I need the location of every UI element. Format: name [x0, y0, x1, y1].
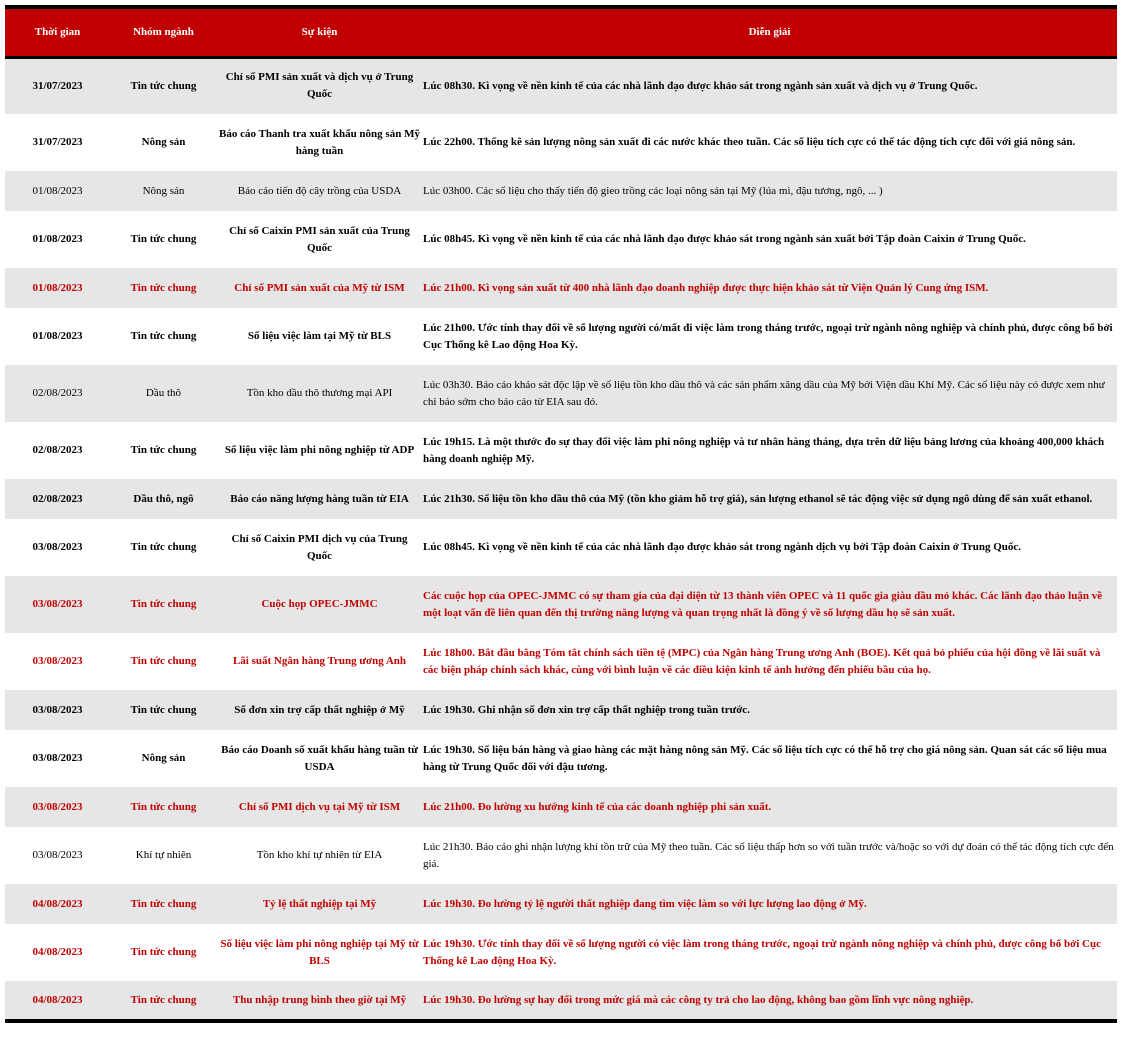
row-event: Tồn kho khí tự nhiên từ EIA: [256, 849, 383, 861]
table-row: [5, 730, 1117, 787]
row-description: Lúc 19h15. Là một thước đo sự thay đổi việc làm phi nông nghiệp và tư nhân hàng tháng, dựa trên dữ liệu bảng lương của khoảng 400,000 khách hàng doanh nghiệp Mỹ.: [423, 435, 1105, 465]
row-time: 01/08/2023: [32, 233, 83, 245]
row-description: Lúc 21h30. Số liệu tồn kho dầu thô của Mỹ (tồn kho giảm hỗ trợ giá), sản lượng ethanol sẽ tác động việc sử dụng ngô dùng để sản xuất ethanol.: [423, 492, 1093, 505]
table-row: [5, 884, 1117, 924]
table-row: [5, 633, 1117, 690]
row-description: Lúc 03h30. Báo cáo khảo sát độc lập về số liệu tồn kho dầu thô và các sản phẩm xăng dầu của Mỹ bởi Viện dầu Khí Mỹ. Các số liệu này có được xem như chỉ báo sớm cho báo cáo từ EIA sau đó.: [423, 378, 1105, 408]
header-group: Nhóm ngành: [133, 26, 194, 39]
row-event: Chỉ số Caixin PMI dịch vụ của Trung Quốc: [231, 532, 408, 562]
row-description: Lúc 21h00. Kì vọng sản xuất từ 400 nhà lãnh đạo doanh nghiệp được thực hiện khảo sát từ Viện Quản lý Cung ứng ISM.: [423, 281, 989, 294]
row-time: 03/08/2023: [32, 655, 83, 667]
row-group: Tin tức chung: [130, 233, 197, 245]
row-group: Tin tức chung: [130, 800, 197, 813]
row-time: 04/08/2023: [32, 946, 83, 958]
row-description: Lúc 19h30. Ghi nhận số đơn xin trợ cấp thất nghiệp trong tuần trước.: [423, 703, 750, 716]
row-description: Các cuộc họp của OPEC-JMMC có sự tham gia của đại diện từ 13 thành viên OPEC và 11 quốc gia giàu dầu mỏ khác. Các lãnh đạo thảo luận về một loạt vấn đề liên quan đến thị trường năng lượng và quan trọng nhất là đồng ý về số lượng dầu họ sẽ sản xuất.: [423, 589, 1103, 619]
table-row: [5, 519, 1117, 576]
row-event: Số liệu việc làm tại Mỹ từ BLS: [247, 330, 392, 342]
row-time: 03/08/2023: [32, 849, 83, 861]
table-row: [5, 308, 1117, 365]
table-row: [5, 827, 1117, 884]
row-group: Nông sản: [142, 184, 185, 197]
row-time: 04/08/2023: [32, 897, 83, 910]
row-event: Chỉ số PMI sản xuất và dịch vụ ở Trung Quốc: [225, 71, 414, 101]
row-time: 03/08/2023: [32, 541, 83, 553]
row-group: Khí tự nhiên: [135, 849, 192, 861]
row-event: Chỉ số PMI dịch vụ tại Mỹ từ ISM: [238, 800, 401, 813]
row-event: Số liệu việc làm phi nông nghiệp tại Mỹ từ BLS: [220, 937, 419, 967]
row-description: Lúc 19h30. Số liệu bán hàng và giao hàng các mặt hàng nông sản Mỹ. Các số liệu tích cực có thể hỗ trợ cho giá nông sản. Quan sát các số liệu mua hàng từ Trung Quốc đối với đậu tương.: [423, 743, 1107, 773]
row-description: Lúc 03h00. Các số liệu cho thấy tiến độ gieo trồng các loại nông sản tại Mỹ (lúa mì, đậu tương, ngô, ... ): [423, 184, 883, 197]
row-group: Tin tức chung: [130, 444, 197, 456]
header-event: Sự kiện: [301, 26, 338, 39]
table-row: [5, 924, 1117, 981]
header-description: Diễn giải: [748, 26, 791, 39]
row-event: Báo cáo tiến độ cây trồng của USDA: [237, 184, 402, 197]
row-group: Tin tức chung: [130, 541, 197, 553]
events-table: [5, 5, 1117, 1023]
row-event: Tồn kho dầu thô thương mại API: [246, 387, 393, 399]
row-event: Cuộc họp OPEC-JMMC: [261, 598, 378, 610]
row-group: Tin tức chung: [130, 330, 197, 342]
row-time: 04/08/2023: [32, 993, 83, 1006]
row-group: Tin tức chung: [130, 598, 197, 610]
row-time: 01/08/2023: [32, 184, 83, 197]
row-description: Lúc 22h00. Thống kê sản lượng nông sản xuất đi các nước khác theo tuần. Các số liệu tích cực có thể tác động tích cực đối với giá nông sản.: [423, 136, 1076, 148]
row-description: Lúc 19h30. Ước tính thay đổi về số lượng người có việc làm trong tháng trước, ngoại trừ ngành nông nghiệp và chính phủ, được công bố bởi Cục Thống kê Lao động Hoa Kỳ.: [423, 937, 1102, 967]
row-description: Lúc 19h30. Đo lường tỷ lệ người thất nghiệp đang tìm việc làm so với lực lượng lao động ở Mỹ.: [423, 897, 867, 910]
header-time: Thời gian: [34, 26, 81, 39]
table-row: [5, 576, 1117, 633]
row-time: 03/08/2023: [32, 800, 83, 813]
row-group: Tin tức chung: [130, 79, 197, 92]
row-event: Số liệu việc làm phi nông nghiệp từ ADP: [224, 444, 415, 456]
row-group: Tin tức chung: [130, 897, 197, 910]
row-event: Báo cáo năng lượng hàng tuần từ EIA: [230, 492, 409, 505]
table-header: [5, 7, 1117, 57]
table-row: [5, 171, 1117, 211]
row-description: Lúc 08h45. Kì vọng về nền kinh tế của các nhà lãnh đạo được khảo sát trong ngành dịch vụ bởi Tập đoàn Caixin ở Trung Quốc.: [423, 541, 1022, 553]
row-description: Lúc 21h00. Ước tính thay đổi về số lượng người có/mất đi việc làm trong tháng trước, ngoại trừ ngành nông nghiệp và chính phủ, được công bố bởi Cục Thống kê Lao động Hoa Kỳ.: [423, 321, 1113, 351]
row-time: 03/08/2023: [32, 598, 83, 610]
row-event: Chỉ số Caixin PMI sản xuất của Trung Quốc: [229, 224, 410, 254]
row-group: Dầu thô: [145, 387, 182, 399]
table-row: [5, 57, 1117, 114]
table-row: [5, 690, 1117, 730]
row-event: Số đơn xin trợ cấp thất nghiệp ở Mỹ: [234, 703, 405, 716]
row-time: 02/08/2023: [32, 492, 83, 505]
row-event: Lãi suất Ngân hàng Trung ương Anh: [232, 655, 407, 667]
table-row: [5, 479, 1117, 519]
table-row: [5, 365, 1117, 422]
row-group: Tin tức chung: [130, 946, 197, 958]
row-time: 31/07/2023: [32, 136, 83, 148]
row-description: Lúc 08h45. Kì vọng về nền kinh tế của các nhà lãnh đạo được khảo sát trong ngành sản xuất bởi Tập đoàn Caixin ở Trung Quốc.: [423, 233, 1026, 245]
row-description: Lúc 19h30. Đo lường sự hay đổi trong mức giá mà các công ty trả cho lao động, không bao gồm lĩnh vực nông nghiệp.: [423, 993, 974, 1006]
row-time: 01/08/2023: [32, 330, 83, 342]
row-description: Lúc 08h30. Kì vọng về nền kinh tế của các nhà lãnh đạo được khảo sát trong ngành sản xuất và dịch vụ ở Trung Quốc.: [423, 79, 978, 92]
row-time: 03/08/2023: [32, 703, 83, 716]
row-description: Lúc 21h00. Đo lường xu hướng kinh tế của các doanh nghiệp phi sản xuất.: [423, 800, 772, 813]
row-group: Nông sản: [141, 752, 186, 764]
row-group: Nông sản: [141, 136, 186, 148]
table-row: [5, 211, 1117, 268]
row-event: Báo cáo Doanh số xuất khẩu hàng tuần từ USDA: [221, 743, 418, 773]
row-group: Tin tức chung: [130, 281, 197, 294]
row-event: Chỉ số PMI sản xuất của Mỹ từ ISM: [234, 281, 405, 294]
row-group: Tin tức chung: [130, 655, 197, 667]
row-description: Lúc 21h30. Báo cáo ghi nhận lượng khí tồn trữ của Mỹ theo tuần. Các số liệu thấp hơn so với tuần trước và/hoặc so với dự đoán có thể tác động tích cực đến giá.: [423, 840, 1114, 870]
row-time: 02/08/2023: [32, 444, 83, 456]
row-event: Báo cáo Thanh tra xuất khẩu nông sản Mỹ hàng tuần: [219, 127, 420, 157]
row-event: Tỷ lệ thất nghiệp tại Mỹ: [262, 897, 377, 910]
table-row: [5, 268, 1117, 308]
economic-calendar: [5, 5, 1117, 1023]
table-row: [5, 787, 1117, 827]
row-time: 01/08/2023: [32, 281, 83, 294]
table-row: [5, 981, 1117, 1021]
row-description: Lúc 18h00. Bắt đầu bằng Tóm tắt chính sách tiền tệ (MPC) của Ngân hàng Trung ương Anh (BOE). Kết quả bỏ phiếu của hội đồng về lãi suất và các biện pháp chính sách khác, cùng với bình luận về các điều kiện kinh tế ảnh hưởng đến phiếu bầu của họ.: [423, 646, 1101, 676]
row-time: 03/08/2023: [32, 752, 83, 764]
row-time: 31/07/2023: [32, 79, 83, 92]
row-group: Tin tức chung: [130, 993, 197, 1006]
row-event: Thu nhập trung bình theo giờ tại Mỹ: [232, 993, 407, 1006]
row-group: Tin tức chung: [130, 703, 197, 716]
row-time: 02/08/2023: [32, 387, 83, 399]
table-row: [5, 114, 1117, 171]
row-group: Dầu thô, ngô: [133, 492, 194, 505]
table-row: [5, 422, 1117, 479]
